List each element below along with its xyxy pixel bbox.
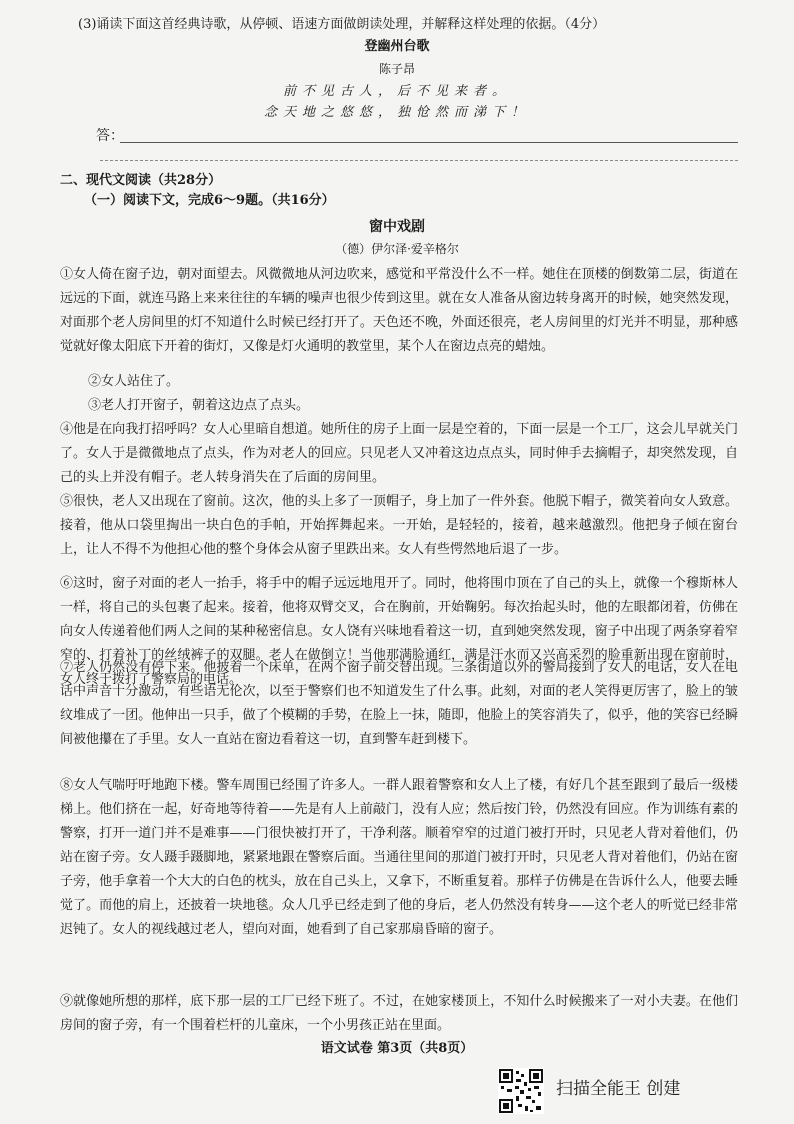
article-title: 窗中戏剧 [369,219,425,235]
subsection-1-heading: （一）阅读下文，完成6～9题。（共16分） [84,193,335,208]
poem-line-2: 念天地之悠悠，独怆然而涕下！ [263,105,530,120]
question-3: (3)诵读下面这首经典诗歌，从停顿、语速方面做朗读处理，并解释这样处理的依据。（4分） [78,17,606,32]
paragraph-8: ⑧女人气喘吁吁地跑下楼。警车周围已经围了许多人。一群人跟着警察和女人上了楼，有好几个甚至跟到了最后一级楼梯上。他们挤在一起，好奇地等待着——先是有人上前敲门，没有人应；然后按门铃，仍然没有回应。作为训练有素的警察，打开一道门并不是难事——门很快被打开了，干净利落。顺着窄窄的过道门被打开时，只见老人背对着他们，仍站在窗子旁。女人蹑手蹑脚地，紧紧地跟在警察后面。当通往里间的那道门被打开时，只见老人背对着他们，仍站在窗子旁，他手拿着一个大大的白色的枕头，放在自己头上，又拿下，不断重复着。那样子仿佛是在告诉什么人，他要去睡觉了。而他的肩上，还披着一块地毯。众人几乎已经走到了他的身后，老人仍然没有转身——这个老人的听觉已经非常迟钝了。女人的视线越过老人，望向对面，她看到了自己家那扇昏暗的窗子。 [60,778,738,937]
section-divider [100,160,738,161]
poem-title: 登幽州台歌 [364,39,430,54]
poem-line-1: 前不见古人，后不见来者。 [282,84,511,99]
paragraph-6: ⑥这时，窗子对面的老人一抬手，将手中的帽子远远地甩开了。同时，他将围巾顶在了自己的头上，就像一个穆斯林人一样，将自己的头包裹了起来。接着，他将双臂交叉，合在胸前，开始鞠躬。每次抬起头时，他的左眼都闭着，仿佛在向女人传递着他们两人之间的某种秘密信息。女人饶有兴味地看着这一切，直到她突然发现，窗子中出现了两条穿着窄窄的、打着补丁的丝绒裤子的双腿。老人在做倒立！当他那满脸通红，满是汗水而又兴高采烈的脸重新出现在窗前时，女人终于拨打了警察局的电话。 [60,576,738,687]
paragraph-2: ②女人站住了。 [88,374,180,389]
paragraph-1: ①女人倚在窗子边，朝对面望去。风微微地从河边吹来，感觉和平常没什么不一样。她住在顶楼的倒数第二层，街道在远远的下面，就连马路上来来往往的车辆的噪声也很少传到这里。就在女人准备从窗边转身离开的时候，她突然发现，对面那个老人房间里的灯不知道什么时候已经打开了。天色还不晚，外面还很亮，老人房间里的灯光并不明显，那种感觉就好像太阳底下开着的街灯，又像是灯火通明的教堂里，某个人在窗边点亮的蜡烛。 [60,267,738,354]
answer-line [120,142,738,143]
qr-code-icon [498,1068,544,1114]
section-2-heading: 二、现代文阅读（共28分） [60,173,222,188]
paragraph-7: ⑦老人仍然没有停下来。他披着一个床单，在两个窗子前交替出现。三条街道以外的警局接到了女人的电话，女人在电话中声音十分激动，有些语无伦次，以至于警察们也不知道发生了什么事。此刻，对面的老人笑得更厉害了，脸上的皱纹堆成了一团。他伸出一只手，做了个模糊的手势，在脸上一抹，随即，他脸上的笑容消失了，似乎，他的笑容已经瞬间被他攥在了手里。女人一直站在窗边看着这一切，直到警车赶到楼下。 [60,660,738,747]
paragraph-3: ③老人打开窗子，朝着这边点了点头。 [88,398,310,413]
paragraph-4: ④他是在向我打招呼吗？女人心里暗自想道。她所住的房子上面一层是空着的，下面一层是一个工厂，这会儿早就关门了。女人于是微微地点了点头，作为对老人的回应。只见老人又冲着这边点点头，同时伸手去摘帽子，却突然发现，自己的头上并没有帽子。老人转身消失在了后面的房间里。 [60,422,738,485]
paragraph-9: ⑨就像她所想的那样，底下那一层的工厂已经下班了。不过，在她家楼顶上，不知什么时候搬来了一对小夫妻。在他们房间的窗子旁，有一个围着栏杆的儿童床，一个小男孩正站在里面。 [60,994,738,1033]
answer-label: 答： [96,128,124,144]
article-author: （德）伊尔泽·爱辛格尔 [335,242,459,256]
poem-author: 陈子昂 [378,62,415,76]
paragraph-5: ⑤很快，老人又出现在了窗前。这次，他的头上多了一顶帽子，身上加了一件外套。他脱下帽子，微笑着向女人致意。接着，他从口袋里掏出一块白色的手帕，开始挥舞起来。一开始，是轻轻的，接着，越来越激烈。他把身子倾在窗台上，让人不得不为他担心他的整个身体会从窗子里跌出来。女人有些愕然地后退了一步。 [60,494,738,557]
scanner-watermark: 扫描全能王 创建 [556,1079,681,1099]
page-footer: 语文试卷 第3页（共8页） [320,1041,474,1056]
